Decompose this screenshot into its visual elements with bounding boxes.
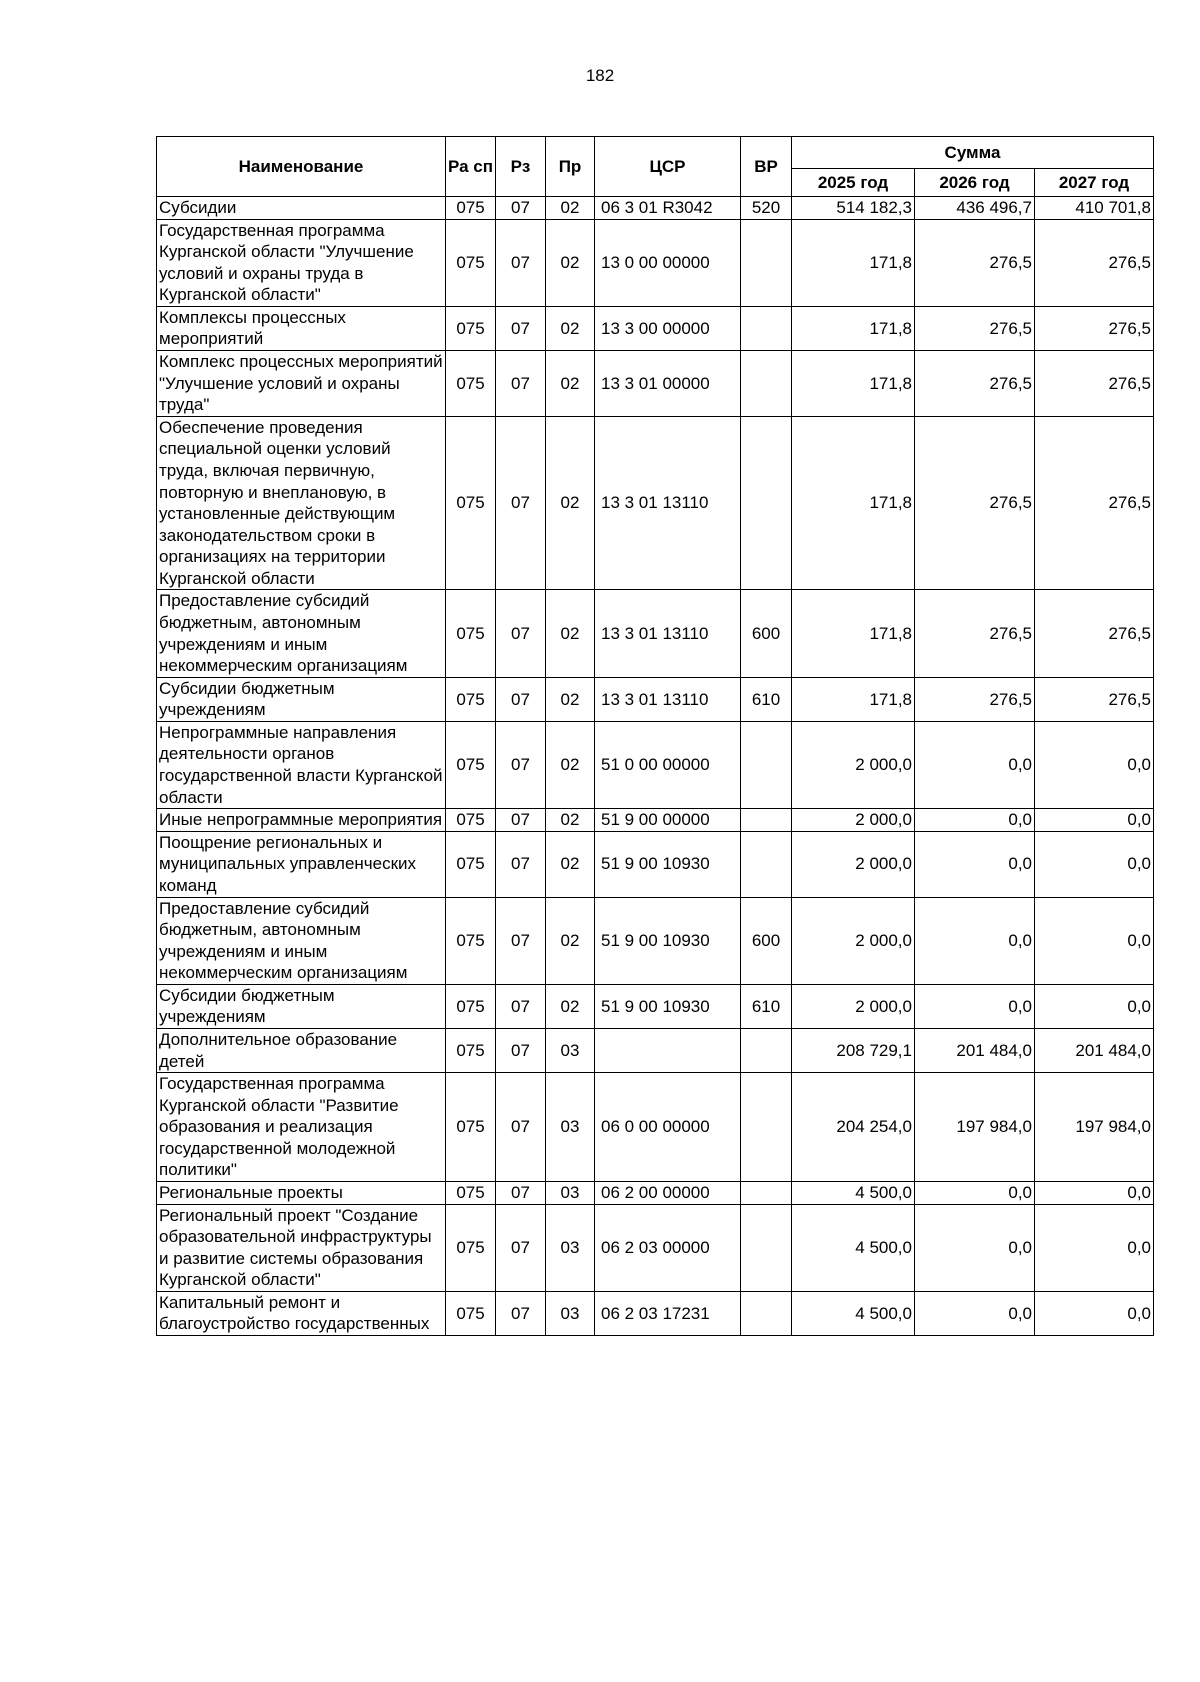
cell-2025: 2 000,0 [792,984,915,1028]
cell-name: Предоставление субсидий бюджетным, автономным учреждениям и иным некоммерческим организациям [157,897,446,984]
cell-csr: 51 9 00 00000 [595,809,741,832]
cell-2027: 0,0 [1035,897,1154,984]
table-row [157,831,1154,897]
cell-2025: 171,8 [792,590,915,677]
cell-csr: 06 0 00 00000 [595,1073,741,1182]
cell-2026: 276,5 [915,219,1035,306]
header-vr: ВР [741,137,792,197]
cell-csr: 13 3 01 00000 [595,351,741,417]
cell-vr [741,831,792,897]
cell-csr: 06 2 03 17231 [595,1291,741,1335]
cell-pr: 03 [546,1204,595,1291]
cell-2027: 197 984,0 [1035,1073,1154,1182]
header-2027: 2027 год [1035,169,1154,197]
header-name: Наименование [157,137,446,197]
cell-name: Иные непрограммные мероприятия [157,809,446,832]
cell-name: Дополнительное образование детей [157,1028,446,1072]
cell-pr: 03 [546,1291,595,1335]
cell-csr: 51 0 00 00000 [595,721,741,808]
cell-vr [741,1028,792,1072]
cell-rasp: 075 [446,351,496,417]
cell-pr: 02 [546,897,595,984]
cell-2026: 197 984,0 [915,1073,1035,1182]
cell-name: Непрограммные направления деятельности органов государственной власти Курганской области [157,721,446,808]
cell-name: Субсидии бюджетным учреждениям [157,984,446,1028]
cell-name: Субсидии бюджетным учреждениям [157,677,446,721]
table-row [157,677,1154,721]
cell-2027: 276,5 [1035,351,1154,417]
cell-2026: 0,0 [915,1182,1035,1205]
cell-name: Поощрение региональных и муниципальных управленческих команд [157,831,446,897]
cell-vr: 600 [741,897,792,984]
header-pr: Пр [546,137,595,197]
cell-2027: 201 484,0 [1035,1028,1154,1072]
cell-name: Региональный проект "Создание образовательной инфраструктуры и развитие системы образования Курганской области" [157,1204,446,1291]
table-row [157,306,1154,350]
cell-csr [595,1028,741,1072]
cell-rasp: 075 [446,1204,496,1291]
cell-rz: 07 [496,809,546,832]
table-body [157,197,1154,1336]
cell-rasp: 075 [446,721,496,808]
cell-2026: 276,5 [915,306,1035,350]
cell-name: Капитальный ремонт и благоустройство государственных [157,1291,446,1335]
cell-rz: 07 [496,897,546,984]
cell-2025: 171,8 [792,306,915,350]
table-row [157,219,1154,306]
cell-2026: 436 496,7 [915,197,1035,220]
cell-2026: 276,5 [915,677,1035,721]
cell-rz: 07 [496,306,546,350]
budget-table [156,136,1154,1336]
cell-rasp: 075 [446,897,496,984]
cell-csr: 51 9 00 10930 [595,984,741,1028]
cell-pr: 02 [546,831,595,897]
cell-2027: 276,5 [1035,416,1154,590]
cell-vr [741,1204,792,1291]
cell-rz: 07 [496,984,546,1028]
cell-rasp: 075 [446,984,496,1028]
cell-name: Обеспечение проведения специальной оценки условий труда, включая первичную, повторную и внеплановую, в установленные действующим законодательством сроки в организациях на территории Курганской области [157,416,446,590]
table-row [157,590,1154,677]
cell-rasp: 075 [446,416,496,590]
cell-vr: 600 [741,590,792,677]
cell-vr [741,1291,792,1335]
cell-2027: 276,5 [1035,677,1154,721]
cell-2025: 2 000,0 [792,831,915,897]
cell-pr: 02 [546,351,595,417]
cell-vr [741,416,792,590]
cell-name: Субсидии [157,197,446,220]
cell-pr: 02 [546,984,595,1028]
cell-name: Государственная программа Курганской области "Улучшение условий и охраны труда в Курганской области" [157,219,446,306]
table-row [157,809,1154,832]
cell-pr: 02 [546,219,595,306]
cell-2027: 0,0 [1035,809,1154,832]
cell-pr: 02 [546,721,595,808]
cell-csr: 13 3 01 13110 [595,590,741,677]
cell-vr [741,306,792,350]
cell-rz: 07 [496,721,546,808]
page-number: 182 [585,66,615,85]
cell-csr: 06 3 01 R3042 [595,197,741,220]
cell-name: Комплекс процессных мероприятий "Улучшение условий и охраны труда" [157,351,446,417]
header-sum: Сумма [792,137,1154,169]
cell-vr [741,351,792,417]
cell-rasp: 075 [446,1028,496,1072]
table-row [157,1204,1154,1291]
cell-pr: 03 [546,1182,595,1205]
table-row [157,416,1154,590]
cell-name: Комплексы процессных мероприятий [157,306,446,350]
table-row [157,721,1154,808]
cell-rz: 07 [496,219,546,306]
cell-rz: 07 [496,1073,546,1182]
cell-rasp: 075 [446,590,496,677]
cell-2027: 0,0 [1035,1291,1154,1335]
cell-rasp: 075 [446,219,496,306]
header-rasp: Ра сп [446,137,496,197]
cell-2027: 410 701,8 [1035,197,1154,220]
cell-2026: 0,0 [915,1291,1035,1335]
cell-rasp: 075 [446,197,496,220]
cell-2026: 0,0 [915,831,1035,897]
cell-vr [741,721,792,808]
cell-name: Региональные проекты [157,1182,446,1205]
cell-2025: 171,8 [792,219,915,306]
cell-rz: 07 [496,197,546,220]
cell-rasp: 075 [446,831,496,897]
cell-2027: 0,0 [1035,984,1154,1028]
cell-rasp: 075 [446,677,496,721]
cell-rasp: 075 [446,306,496,350]
cell-vr [741,1182,792,1205]
cell-rasp: 075 [446,1182,496,1205]
cell-rasp: 075 [446,809,496,832]
cell-csr: 13 0 00 00000 [595,219,741,306]
cell-2026: 201 484,0 [915,1028,1035,1072]
table-row [157,197,1154,220]
cell-2026: 0,0 [915,721,1035,808]
cell-pr: 02 [546,677,595,721]
cell-2025: 4 500,0 [792,1204,915,1291]
cell-name: Государственная программа Курганской области "Развитие образования и реализация государственной молодежной политики" [157,1073,446,1182]
cell-2025: 4 500,0 [792,1182,915,1205]
cell-vr [741,809,792,832]
cell-rz: 07 [496,1182,546,1205]
cell-pr: 02 [546,590,595,677]
table-row [157,1028,1154,1072]
table-row [157,351,1154,417]
cell-2025: 204 254,0 [792,1073,915,1182]
cell-2027: 276,5 [1035,306,1154,350]
cell-2025: 2 000,0 [792,897,915,984]
cell-csr: 51 9 00 10930 [595,897,741,984]
cell-csr: 13 3 00 00000 [595,306,741,350]
cell-2025: 2 000,0 [792,721,915,808]
cell-rz: 07 [496,351,546,417]
cell-2027: 0,0 [1035,721,1154,808]
cell-name: Предоставление субсидий бюджетным, автономным учреждениям и иным некоммерческим организациям [157,590,446,677]
cell-2025: 4 500,0 [792,1291,915,1335]
cell-csr: 06 2 00 00000 [595,1182,741,1205]
header-2026: 2026 год [915,169,1035,197]
cell-2026: 276,5 [915,351,1035,417]
cell-pr: 02 [546,197,595,220]
table-row [157,1073,1154,1182]
table-row [157,897,1154,984]
table-header [157,137,1154,197]
cell-csr: 51 9 00 10930 [595,831,741,897]
cell-2025: 514 182,3 [792,197,915,220]
cell-vr: 520 [741,197,792,220]
cell-rz: 07 [496,1204,546,1291]
cell-rz: 07 [496,1028,546,1072]
cell-rz: 07 [496,1291,546,1335]
cell-vr: 610 [741,677,792,721]
cell-rasp: 075 [446,1073,496,1182]
cell-2027: 0,0 [1035,1182,1154,1205]
cell-2027: 276,5 [1035,590,1154,677]
cell-vr: 610 [741,984,792,1028]
cell-2026: 276,5 [915,416,1035,590]
table-row [157,984,1154,1028]
cell-rz: 07 [496,831,546,897]
cell-2026: 0,0 [915,897,1035,984]
cell-vr [741,219,792,306]
table-row [157,1291,1154,1335]
cell-rz: 07 [496,677,546,721]
header-rz: Рз [496,137,546,197]
cell-rz: 07 [496,416,546,590]
cell-pr: 02 [546,809,595,832]
header-2025: 2025 год [792,169,915,197]
cell-2027: 276,5 [1035,219,1154,306]
cell-pr: 03 [546,1028,595,1072]
cell-pr: 02 [546,306,595,350]
cell-pr: 03 [546,1073,595,1182]
cell-vr [741,1073,792,1182]
cell-2027: 0,0 [1035,1204,1154,1291]
cell-2025: 171,8 [792,351,915,417]
cell-2026: 276,5 [915,590,1035,677]
cell-rasp: 075 [446,1291,496,1335]
cell-2025: 171,8 [792,677,915,721]
cell-2026: 0,0 [915,984,1035,1028]
cell-2025: 208 729,1 [792,1028,915,1072]
cell-2026: 0,0 [915,809,1035,832]
cell-csr: 13 3 01 13110 [595,677,741,721]
cell-csr: 06 2 03 00000 [595,1204,741,1291]
cell-pr: 02 [546,416,595,590]
cell-2025: 2 000,0 [792,809,915,832]
cell-2027: 0,0 [1035,831,1154,897]
table-row [157,1182,1154,1205]
cell-2025: 171,8 [792,416,915,590]
cell-rz: 07 [496,590,546,677]
cell-csr: 13 3 01 13110 [595,416,741,590]
header-csr: ЦСР [595,137,741,197]
cell-2026: 0,0 [915,1204,1035,1291]
